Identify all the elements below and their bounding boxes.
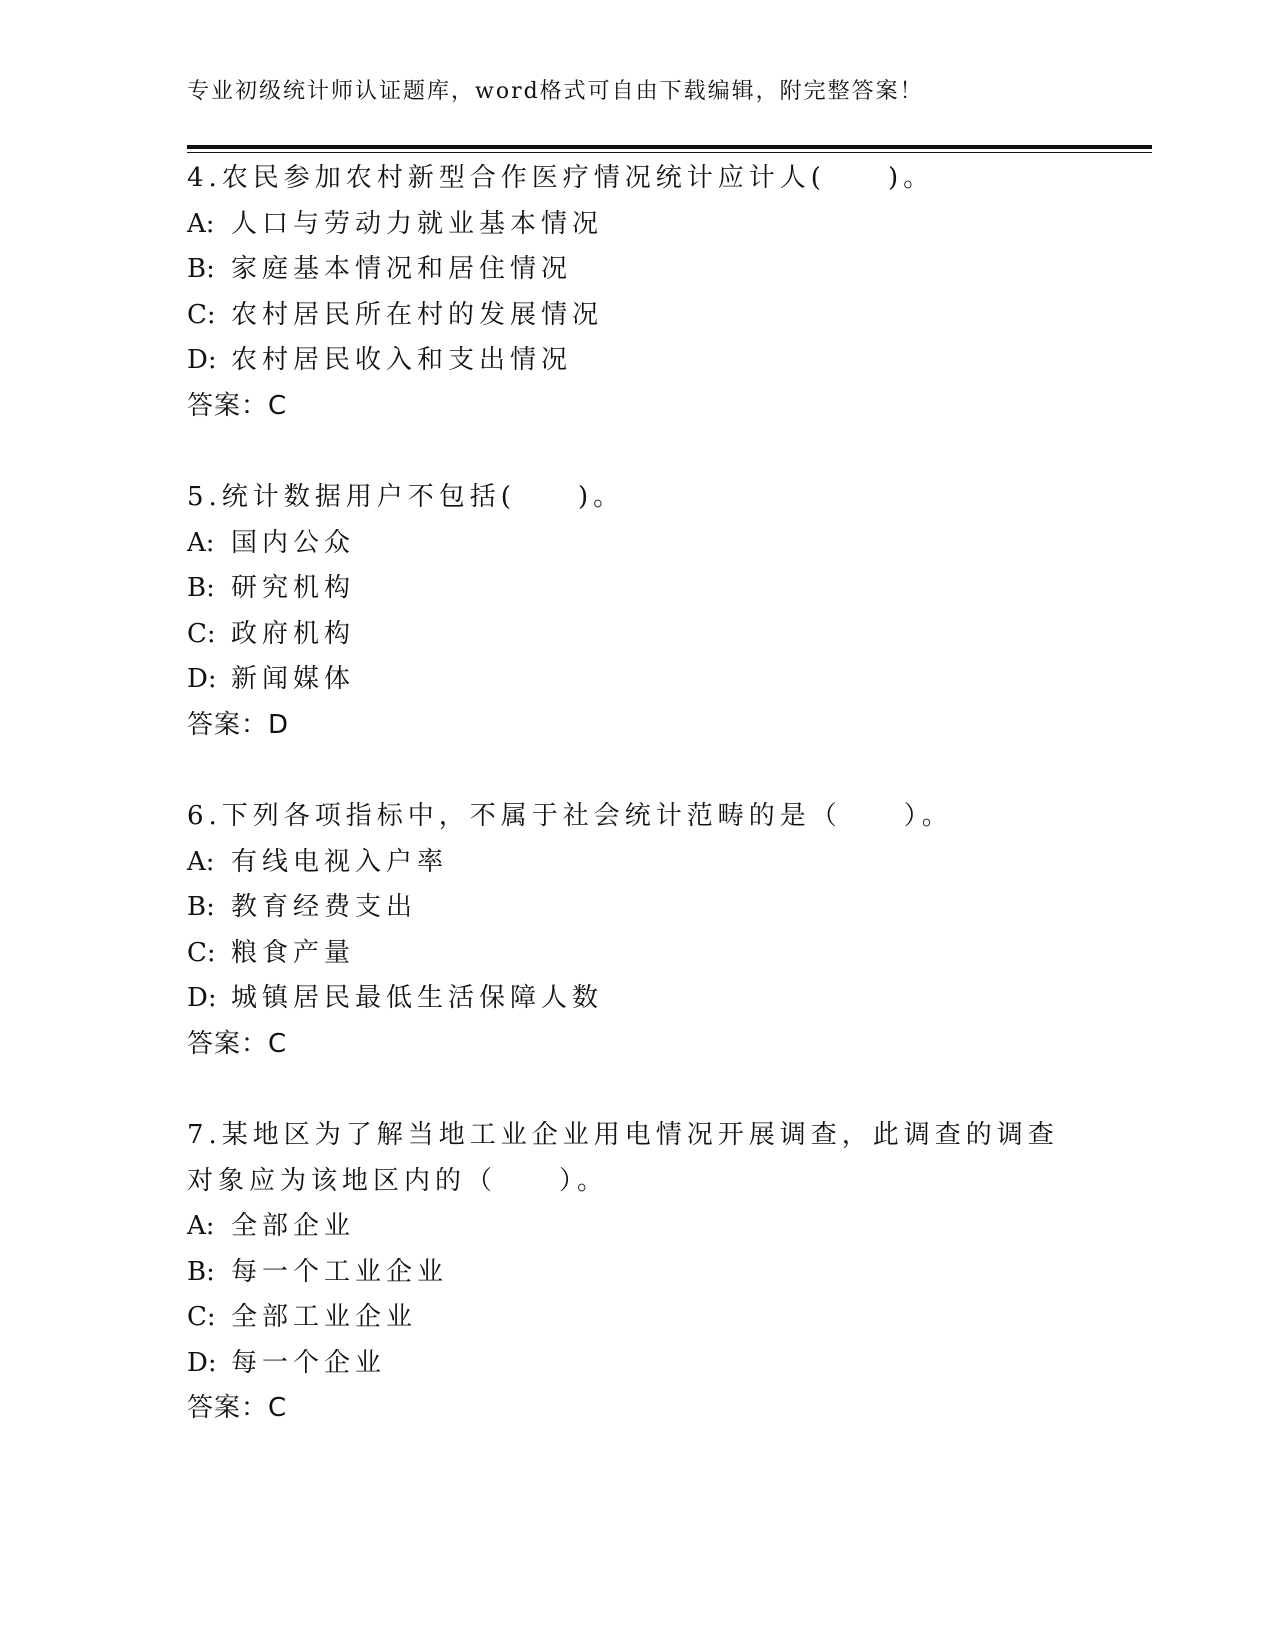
option-letter: D: <box>187 664 217 694</box>
option-text: 家庭基本情况和居住情况 <box>231 254 573 284</box>
option-letter: B: <box>187 1256 215 1287</box>
option-text: 新闻媒体 <box>231 664 356 694</box>
option-letter: A: <box>187 846 215 877</box>
answer-line: 答案：C <box>187 1028 288 1059</box>
header-title: 专业初级统计师认证题库，word格式可自由下载编辑，附完整答案！ <box>187 79 924 104</box>
answer-line: 答案：D <box>187 709 290 740</box>
question-stem: 7.某地区为了解当地工业企业用电情况开展调查，此调查的调查对象应为该地区内的（ ）。 <box>187 1120 1059 1196</box>
option-a <box>187 840 1107 886</box>
option-c <box>187 612 1107 658</box>
option-text: 有线电视入户率 <box>231 846 449 877</box>
option-a <box>187 1204 1107 1250</box>
option-c <box>187 931 1107 977</box>
option-text: 城镇居民最低生活保障人数 <box>231 983 604 1013</box>
option-text: 农村居民收入和支出情况 <box>231 345 573 375</box>
option-text: 全部企业 <box>231 1211 356 1241</box>
question-stem: 4.农民参加农村新型合作医疗情况统计应计人( )。 <box>187 163 935 193</box>
option-letter: A: <box>187 1211 215 1241</box>
question-5 <box>187 475 1107 748</box>
option-letter: A: <box>187 527 215 558</box>
option-text: 全部工业企业 <box>231 1302 418 1332</box>
option-text: 粮食产量 <box>231 937 356 968</box>
option-b <box>187 247 1107 293</box>
option-d <box>187 1341 1107 1387</box>
question-4 <box>187 156 1107 429</box>
option-c <box>187 1295 1107 1341</box>
option-letter: C: <box>187 618 216 649</box>
question-list <box>187 156 1107 1478</box>
option-d <box>187 338 1107 384</box>
option-d <box>187 976 1107 1022</box>
option-b <box>187 566 1107 612</box>
option-letter: D: <box>187 983 217 1013</box>
header-rule-thick <box>187 145 1152 149</box>
option-a <box>187 202 1107 248</box>
option-c <box>187 293 1107 339</box>
option-letter: C: <box>187 299 216 330</box>
option-text: 研究机构 <box>231 573 356 603</box>
option-letter: B: <box>187 892 215 922</box>
option-letter: B: <box>187 254 215 284</box>
answer-line: 答案：C <box>187 1393 288 1423</box>
answer-line: 答案：C <box>187 390 288 421</box>
question-stem: 6.下列各项指标中，不属于社会统计范畴的是（ ）。 <box>187 801 953 831</box>
option-text: 每一个工业企业 <box>231 1256 449 1287</box>
option-text: 人口与劳动力就业基本情况 <box>231 208 604 239</box>
question-6 <box>187 794 1107 1067</box>
question-7 <box>187 1113 1107 1432</box>
header-rule-thin <box>187 152 1152 153</box>
option-letter: D: <box>187 345 217 375</box>
option-letter: C: <box>187 937 216 968</box>
option-letter: A: <box>187 208 215 239</box>
option-b <box>187 1250 1107 1296</box>
option-letter: C: <box>187 1302 216 1332</box>
option-text: 政府机构 <box>231 618 356 649</box>
option-letter: D: <box>187 1347 217 1378</box>
option-d <box>187 657 1107 703</box>
question-stem: 5.统计数据用户不包括( )。 <box>187 482 625 512</box>
option-b <box>187 885 1107 931</box>
option-text: 国内公众 <box>231 527 356 558</box>
option-text: 每一个企业 <box>231 1347 387 1378</box>
option-a <box>187 521 1107 567</box>
option-letter: B: <box>187 573 215 603</box>
option-text: 教育经费支出 <box>231 892 418 922</box>
option-text: 农村居民所在村的发展情况 <box>231 299 604 330</box>
